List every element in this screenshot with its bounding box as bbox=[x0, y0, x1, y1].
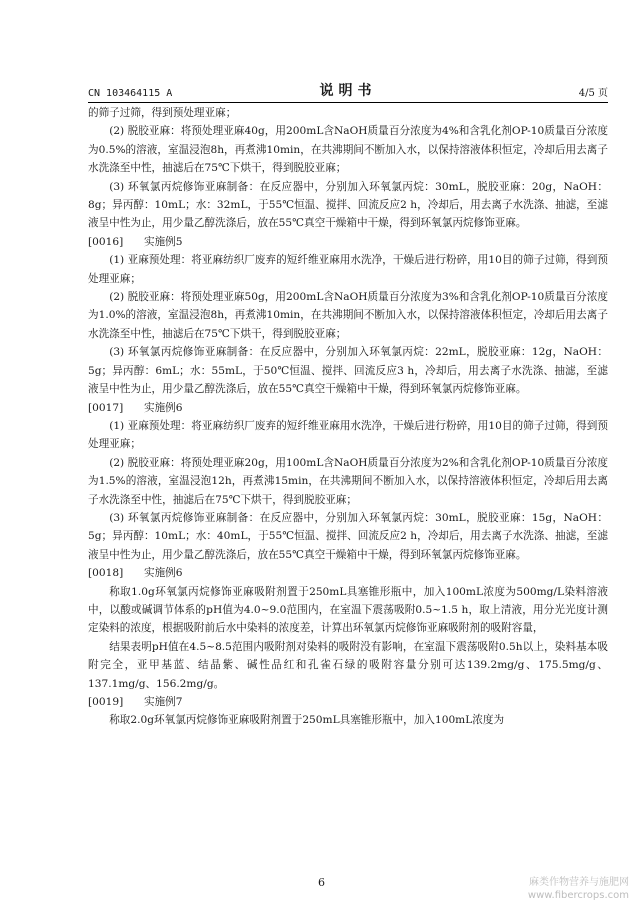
body-paragraph: (1) 亚麻预处理：将亚麻纺织厂废弃的短纤维亚麻用水洗净，干燥后进行粉碎，用10目的筛子过筛，得到预处理亚麻； bbox=[88, 419, 608, 451]
body-paragraph: (2) 脱胶亚麻：将预处理亚麻50g，用200mL含NaOH质量百分浓度为3%和含乳化剂OP-10质量百分浓度为1.0%的溶液，室温浸泡8h，再煮沸10min，在共沸期间不断加入水，以保持溶液体积恒定，冷却后用去离子水洗涤至中性，抽滤后在75℃下烘干，得到脱胶亚麻； bbox=[88, 291, 608, 340]
body-paragraph: (3) 环氧氯丙烷修饰亚麻制备：在反应器中，分别加入环氧氯丙烷：22mL，脱胶亚麻：12g，NaOH：5g；异丙醇：6mL；水：55mL，于50℃恒温、搅拌、回流反应3 h，冷却后，用去离子水洗涤、抽滤，至滤液呈中性为止，用少量乙醇洗涤后，放在55℃真空干燥箱中干燥，得到环氧氯丙烷修饰亚麻。 bbox=[88, 346, 608, 396]
body-paragraph: (3) 环氧氯丙烷修饰亚麻制备：在反应器中，分别加入环氧氯丙烷：30mL，脱胶亚麻：15g，NaOH：5g；异丙醇：10mL；水：40mL，于55℃恒温、搅拌、回流反应2 h，冷却后，用去离子水洗涤、抽滤，至滤液呈中性为止，用少量乙醇洗涤后，放在55℃真空干燥箱中干燥，得到环氧氯丙烷修饰亚麻。 bbox=[88, 511, 608, 561]
section-title: 实施例5 bbox=[144, 235, 183, 248]
paragraph-tag: [0016] bbox=[88, 235, 124, 248]
section-heading bbox=[88, 399, 608, 417]
body-paragraph: 的筛子过筛，得到预处理亚麻； bbox=[88, 107, 237, 119]
section-title: 实施例6 bbox=[144, 567, 183, 580]
section-title: 实施例7 bbox=[144, 696, 183, 708]
paragraph-tag: [0019] bbox=[88, 696, 124, 708]
paragraph-tag: [0017] bbox=[88, 401, 124, 414]
body-paragraph: (3) 环氧氯丙烷修饰亚麻制备：在反应器中，分别加入环氧氯丙烷：30mL，脱胶亚麻：20g，NaOH：8g；异丙醇：10mL；水：32mL，于55℃恒温、搅拌、回流反应2 h，冷却后，用去离子水洗涤、抽滤，至滤液呈中性为止，用少量乙醇洗涤后，放在55℃真空干燥箱中干燥，得到环氧氯丙烷修饰亚麻。 bbox=[88, 180, 608, 230]
body-paragraph: (1) 亚麻预处理：将亚麻纺织厂废弃的短纤维亚麻用水洗净，干燥后进行粉碎，用10目的筛子过筛，得到预处理亚麻； bbox=[88, 254, 608, 285]
section-title: 实施例6 bbox=[144, 401, 183, 414]
document-title: 说明书 bbox=[319, 83, 377, 99]
paragraph-tag: [0018] bbox=[88, 567, 124, 580]
body-paragraph: 称取2.0g环氧氯丙烷修饰亚麻吸附剂置于250mL具塞锥形瓶中，加入100mL浓度为 bbox=[109, 714, 505, 727]
section-heading bbox=[88, 564, 608, 582]
watermark-site-name: 麻类作物营养与施肥网 bbox=[529, 877, 629, 888]
section-heading bbox=[88, 233, 608, 251]
section-heading bbox=[88, 693, 608, 711]
page-header bbox=[88, 80, 608, 103]
watermark bbox=[528, 876, 629, 902]
patent-number: CN 103464115 A bbox=[88, 88, 173, 99]
body-paragraph: 结果表明pH值在4.5~8.5范围内吸附剂对染料的吸附没有影响，在室温下震荡吸附0.5h以上，染料基本吸附完全，亚甲基蓝、结晶紫、碱性品红和孔雀石绿的吸附容量分别可达139.2mg/g、175.5mg/g、137.1mg/g、156.2mg/g。 bbox=[88, 640, 608, 690]
body-paragraph: (2) 脱胶亚麻：将预处理亚麻40g，用200mL含NaOH质量百分浓度为4%和含乳化剂OP-10质量百分浓度为0.5%的溶液，室温浸泡8h，再煮沸10min，在共沸期间不断加入水，以保持溶液体积恒定，冷却后用去离子水洗涤至中性，抽滤后在75℃下烘干，得到脱胶亚麻； bbox=[88, 125, 608, 175]
document-body bbox=[88, 104, 608, 730]
page-reference: 4/5 页 bbox=[578, 88, 608, 99]
watermark-url: www.fibercrops.com bbox=[527, 890, 629, 901]
body-paragraph: (2) 脱胶亚麻：将预处理亚麻20g，用100mL含NaOH质量百分浓度为2%和含乳化剂OP-10质量百分浓度为1.5%的溶液，室温浸泡12h，再煮沸15min，在共沸期间不断加入水，以保持溶液体积恒定，冷却后用去离子水洗涤至中性，抽滤后在75℃下烘干，得到脱胶亚麻； bbox=[88, 456, 608, 506]
page-number: 6 bbox=[318, 876, 325, 889]
body-paragraph: 称取1.0g环氧氯丙烷修饰亚麻吸附剂置于250mL具塞锥形瓶中，加入100mL浓度为500mg/L染料溶液中，以酸或碱调节体系的pH值为4.0~9.0范围内，在室温下震荡吸附0.5~1.5 h，取上清液，用分光光度计测定染料的浓度，根据吸附前后水中染料的浓度差，计算出环氧氯丙烷修饰亚麻吸附剂的吸附容量， bbox=[88, 585, 608, 635]
